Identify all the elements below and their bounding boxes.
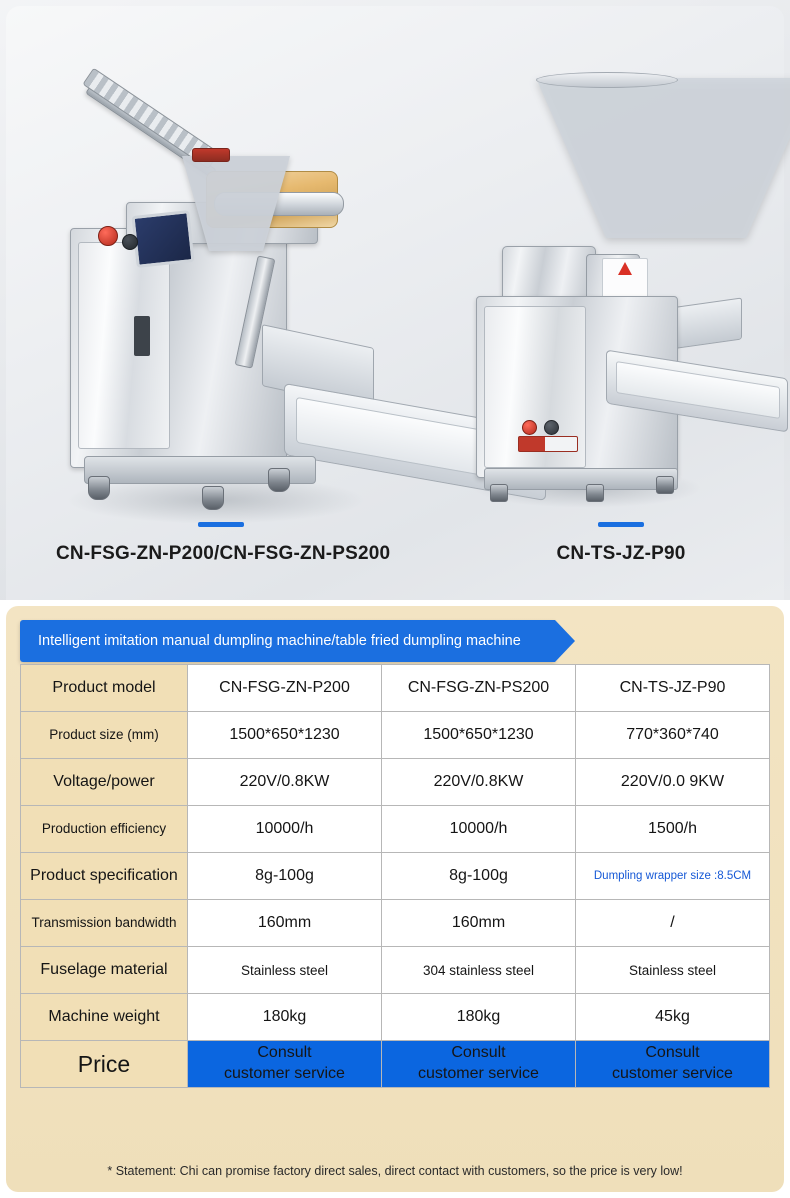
consult-line-1: Consult bbox=[257, 1044, 312, 1062]
row-header-fuselage-material: Fuselage material bbox=[21, 947, 188, 994]
cell-product-size-ps200: 1500*650*1230 bbox=[382, 712, 576, 759]
statement-text: * Statement: Chi can promise factory direct sales, direct contact with customers, so the price is very low! bbox=[107, 1164, 683, 1178]
small-machine-hopper bbox=[536, 78, 790, 238]
row-header-production-efficiency: Production efficiency bbox=[21, 806, 188, 853]
large-machine-door-handle bbox=[134, 316, 150, 356]
table-row bbox=[21, 759, 770, 806]
cell-voltage-ps200: 220V/0.8KW bbox=[382, 759, 576, 806]
cell-material-p90: Stainless steel bbox=[576, 947, 770, 994]
row-header-product-specification: Product specification bbox=[21, 853, 188, 900]
cell-bandwidth-p90: / bbox=[576, 900, 770, 947]
cell-bandwidth-ps200: 160mm bbox=[382, 900, 576, 947]
accent-bar bbox=[598, 522, 644, 527]
table-row bbox=[21, 994, 770, 1041]
cell-weight-p90: 45kg bbox=[576, 994, 770, 1041]
spec-card bbox=[6, 606, 784, 1192]
machine-foot bbox=[656, 476, 674, 494]
emergency-stop-button-icon bbox=[98, 226, 118, 246]
table-row-price bbox=[21, 1041, 770, 1088]
small-machine-black-knob-icon bbox=[544, 420, 559, 435]
large-machine-hopper bbox=[182, 156, 290, 251]
consult-line-2: customer service bbox=[224, 1065, 345, 1082]
warning-triangle-icon bbox=[618, 262, 632, 275]
cell-product-model-p200: CN-FSG-ZN-P200 bbox=[188, 665, 382, 712]
row-header-product-size: Product size (mm) bbox=[21, 712, 188, 759]
cell-efficiency-p90: 1500/h bbox=[576, 806, 770, 853]
spec-banner bbox=[20, 620, 555, 662]
cell-product-size-p90: 770*360*740 bbox=[576, 712, 770, 759]
small-machine-hopper-rim bbox=[536, 72, 678, 88]
spec-table bbox=[20, 664, 770, 1088]
row-header-machine-weight: Machine weight bbox=[21, 994, 188, 1041]
row-header-price: Price bbox=[21, 1041, 188, 1088]
table-row bbox=[21, 665, 770, 712]
machine-foot bbox=[586, 484, 604, 502]
consult-line-1: Consult bbox=[451, 1044, 506, 1062]
table-row bbox=[21, 947, 770, 994]
cell-voltage-p200: 220V/0.8KW bbox=[188, 759, 382, 806]
spec-banner-text: Intelligent imitation manual dumpling machine/table fried dumpling machine bbox=[38, 633, 521, 649]
table-row bbox=[21, 900, 770, 947]
power-button-icon bbox=[122, 234, 138, 250]
small-machine-base bbox=[484, 468, 678, 490]
large-machine-control-screen bbox=[131, 210, 194, 268]
table-row bbox=[21, 853, 770, 900]
cell-efficiency-ps200: 10000/h bbox=[382, 806, 576, 853]
cell-specification-ps200: 8g-100g bbox=[382, 853, 576, 900]
consult-line-1: Consult bbox=[645, 1044, 700, 1062]
cell-specification-p90: Dumpling wrapper size :8.5CM bbox=[576, 853, 770, 900]
cell-material-p200: Stainless steel bbox=[188, 947, 382, 994]
consult-customer-service-button-p90[interactable] bbox=[576, 1041, 770, 1088]
small-machine-forming-head bbox=[502, 246, 596, 303]
consult-customer-service-button-p200[interactable] bbox=[188, 1041, 382, 1088]
spec-table-body bbox=[21, 665, 770, 1088]
cell-efficiency-p200: 10000/h bbox=[188, 806, 382, 853]
product-caption-2-label: CN-TS-JZ-P90 bbox=[556, 543, 686, 564]
row-header-voltage-power: Voltage/power bbox=[21, 759, 188, 806]
table-row bbox=[21, 806, 770, 853]
consult-line-2: customer service bbox=[418, 1065, 539, 1082]
caster-wheel bbox=[268, 468, 290, 492]
product-image-backdrop bbox=[6, 6, 784, 600]
row-header-product-model: Product model bbox=[21, 665, 188, 712]
cell-weight-p200: 180kg bbox=[188, 994, 382, 1041]
machine-foot bbox=[490, 484, 508, 502]
small-machine-nameplate bbox=[518, 436, 578, 452]
caster-wheel bbox=[202, 486, 224, 510]
small-machine-red-knob-icon bbox=[522, 420, 537, 435]
cell-product-model-ps200: CN-FSG-ZN-PS200 bbox=[382, 665, 576, 712]
cell-bandwidth-p200: 160mm bbox=[188, 900, 382, 947]
product-caption-1 bbox=[56, 522, 391, 565]
product-caption-1-label: CN-FSG-ZN-P200/CN-FSG-ZN-PS200 bbox=[56, 543, 391, 564]
cell-product-model-p90: CN-TS-JZ-P90 bbox=[576, 665, 770, 712]
cell-weight-ps200: 180kg bbox=[382, 994, 576, 1041]
large-machine-hopper-cap bbox=[192, 148, 230, 162]
consult-line-2: customer service bbox=[612, 1065, 733, 1082]
cell-specification-p200: 8g-100g bbox=[188, 853, 382, 900]
accent-bar bbox=[198, 522, 244, 527]
large-machine-front-panel bbox=[78, 242, 170, 449]
caster-wheel bbox=[88, 476, 110, 500]
product-caption-2 bbox=[506, 522, 736, 565]
cell-material-ps200: 304 stainless steel bbox=[382, 947, 576, 994]
consult-customer-service-button-ps200[interactable] bbox=[382, 1041, 576, 1088]
row-header-transmission-bandwidth: Transmission bandwidth bbox=[21, 900, 188, 947]
cell-voltage-p90: 220V/0.0 9KW bbox=[576, 759, 770, 806]
table-row bbox=[21, 712, 770, 759]
cell-product-size-p200: 1500*650*1230 bbox=[188, 712, 382, 759]
